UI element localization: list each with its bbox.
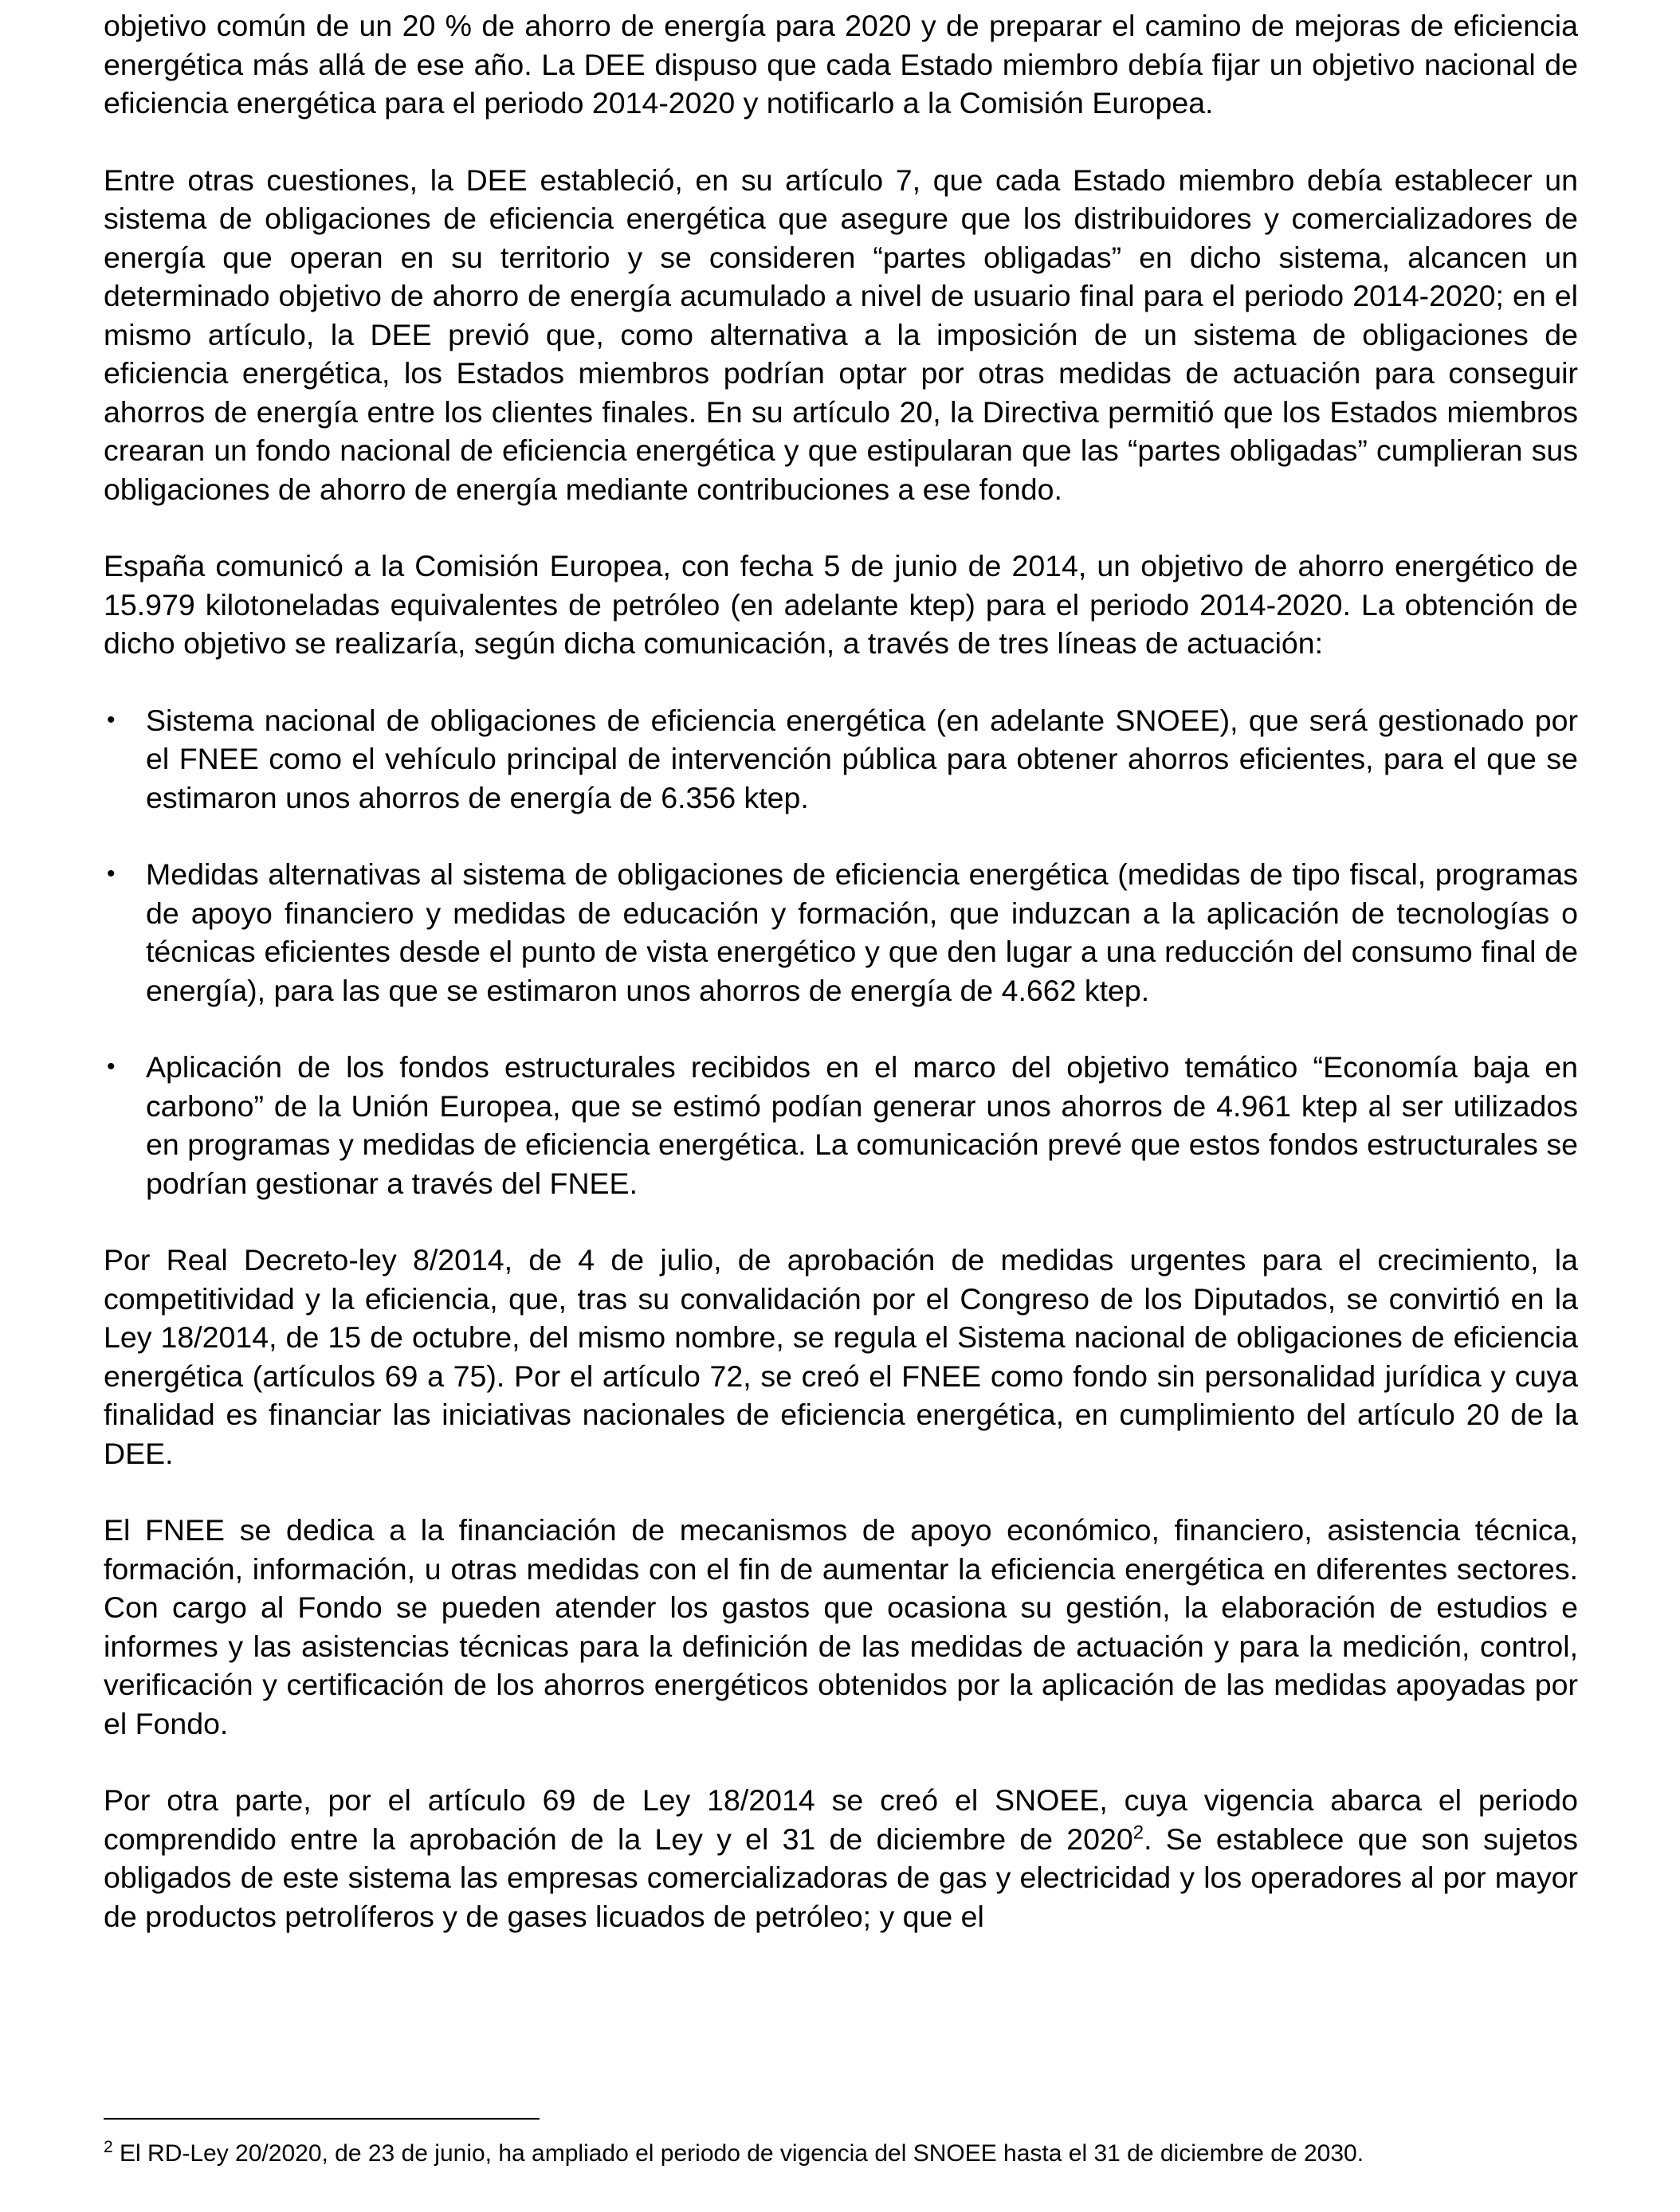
list-item-text: Aplicación de los fondos estructurales recibidos en el marco del objetivo temático “Economía baja en carbono” de la Unión Europea, que se estimó podían generar unos ahorros de 4.961 ktep al ser utilizados en programas y medidas de eficiencia energética. La comunicación prevé que estos fondos estructurales se podrían gestionar a través del FNEE. <box>146 1050 1578 1200</box>
list-item <box>104 1048 1578 1202</box>
paragraph-snoee-text-start: Por otra parte, por el artículo 69 de Ley 18/2014 se creó el SNOEE, cuya vigencia abarca el periodo comprendido entre la aprobación de la Ley y el 31 de diciembre de 2020 <box>104 1783 1578 1856</box>
list-item <box>104 701 1578 818</box>
paragraph-fnee-purpose: El FNEE se dedica a la financiación de mecanismos de apoyo económico, financiero, asistencia técnica, formación, información, u otras medidas con el fin de aumentar la eficiencia energética en diferentes sectores. Con cargo al Fondo se pueden atender los gastos que ocasiona su gestión, la elaboración de estudios e informes y las asistencias técnicas para la definición de las medidas de actuación y para la medición, control, verificación y certificación de los ahorros energéticos obtenidos por la aplicación de las medidas apoyadas por el Fondo. <box>104 1513 1578 1740</box>
footnote-divider <box>104 2118 540 2120</box>
list-item <box>104 855 1578 1010</box>
document-body <box>104 6 1578 1974</box>
footnote-marker: 2 <box>104 2138 113 2156</box>
footnote-text: El RD-Ley 20/2020, de 23 de junio, ha ampliado el periodo de vigencia del SNOEE hasta el 31 de diciembre de 2030. <box>112 2140 1364 2167</box>
footnote <box>104 2139 1586 2169</box>
bullet-icon: • <box>107 861 116 887</box>
list-item-text: Sistema nacional de obligaciones de eficiencia energética (en adelante SNOEE), que será gestionado por el FNEE como el vehículo principal de intervención pública para obtener ahorros eficientes, para el que se estimaron unos ahorros de energía de 6.356 ktep. <box>146 703 1578 814</box>
paragraph-snoee-text-end: . Se establece que son sujetos obligados de este sistema las empresas comercializadoras de gas y electricidad y los operadores al por mayor de productos petrolíferos y de gases licuados de petróleo; y que el <box>104 1822 1578 1933</box>
paragraph-dee-article-7: Entre otras cuestiones, la DEE estableció, en su artículo 7, que cada Estado miembro debía establecer un sistema de obligaciones de eficiencia energética que asegure que los distribuidores y comercializadores de energía que operan en su territorio y se consideren “partes obligadas” en dicho sistema, alcancen un determinado objetivo de ahorro de energía acumulado a nivel de usuario final para el periodo 2014-2020; en el mismo artículo, la DEE previó que, como alternativa a la imposición de un sistema de obligaciones de eficiencia energética, los Estados miembros podrían optar por otras medidas de actuación para conseguir ahorros de energía entre los clientes finales. En su artículo 20, la Directiva permitió que los Estados miembros crearan un fondo nacional de eficiencia energética y que estipularan que las “partes obligadas” cumplieran sus obligaciones de ahorro de energía mediante contribuciones a ese fondo. <box>104 163 1578 506</box>
action-lines-list <box>104 701 1578 1203</box>
bullet-icon: • <box>107 1053 116 1080</box>
paragraph-dee-objective: objetivo común de un 20 % de ahorro de energía para 2020 y de preparar el camino de mejoras de eficiencia energética más allá de ese año. La DEE dispuso que cada Estado miembro debía fijar un objetivo nacional de eficiencia energética para el periodo 2014-2020 y notificarlo a la Comisión Europea. <box>104 9 1578 120</box>
bullet-icon: • <box>107 706 116 733</box>
paragraph-real-decreto: Por Real Decreto-ley 8/2014, de 4 de julio, de aprobación de medidas urgentes para el crecimiento, la competitividad y la eficiencia, que, tras su convalidación por el Congreso de los Diputados, se convirtió en la Ley 18/2014, de 15 de octubre, del mismo nombre, se regula el Sistema nacional de obligaciones de eficiencia energética (artículos 69 a 75). Por el artículo 72, se creó el FNEE como fondo sin personalidad jurídica y cuya finalidad es financiar las iniciativas nacionales de eficiencia energética, en cumplimiento del artículo 20 de la DEE. <box>104 1243 1578 1470</box>
paragraph-snoee <box>104 1781 1578 1936</box>
footnote-reference[interactable]: 2 <box>1132 1822 1144 1843</box>
paragraph-spain-objective: España comunicó a la Comisión Europea, con fecha 5 de junio de 2014, un objetivo de ahorro energético de 15.979 kilotoneladas equivalentes de petróleo (en adelante ktep) para el periodo 2014-2020. La obtención de dicho objetivo se realizaría, según dicha comunicación, a través de tres líneas de actuación: <box>104 549 1578 660</box>
list-item-text: Medidas alternativas al sistema de obligaciones de eficiencia energética (medidas de tipo fiscal, programas de apoyo financiero y medidas de educación y formación, que induzcan a la aplicación de tecnologías o técnicas eficientes desde el punto de vista energético y que den lugar a una reducción del consumo final de energía), para las que se estimaron unos ahorros de energía de 4.662 ktep. <box>146 857 1578 1007</box>
